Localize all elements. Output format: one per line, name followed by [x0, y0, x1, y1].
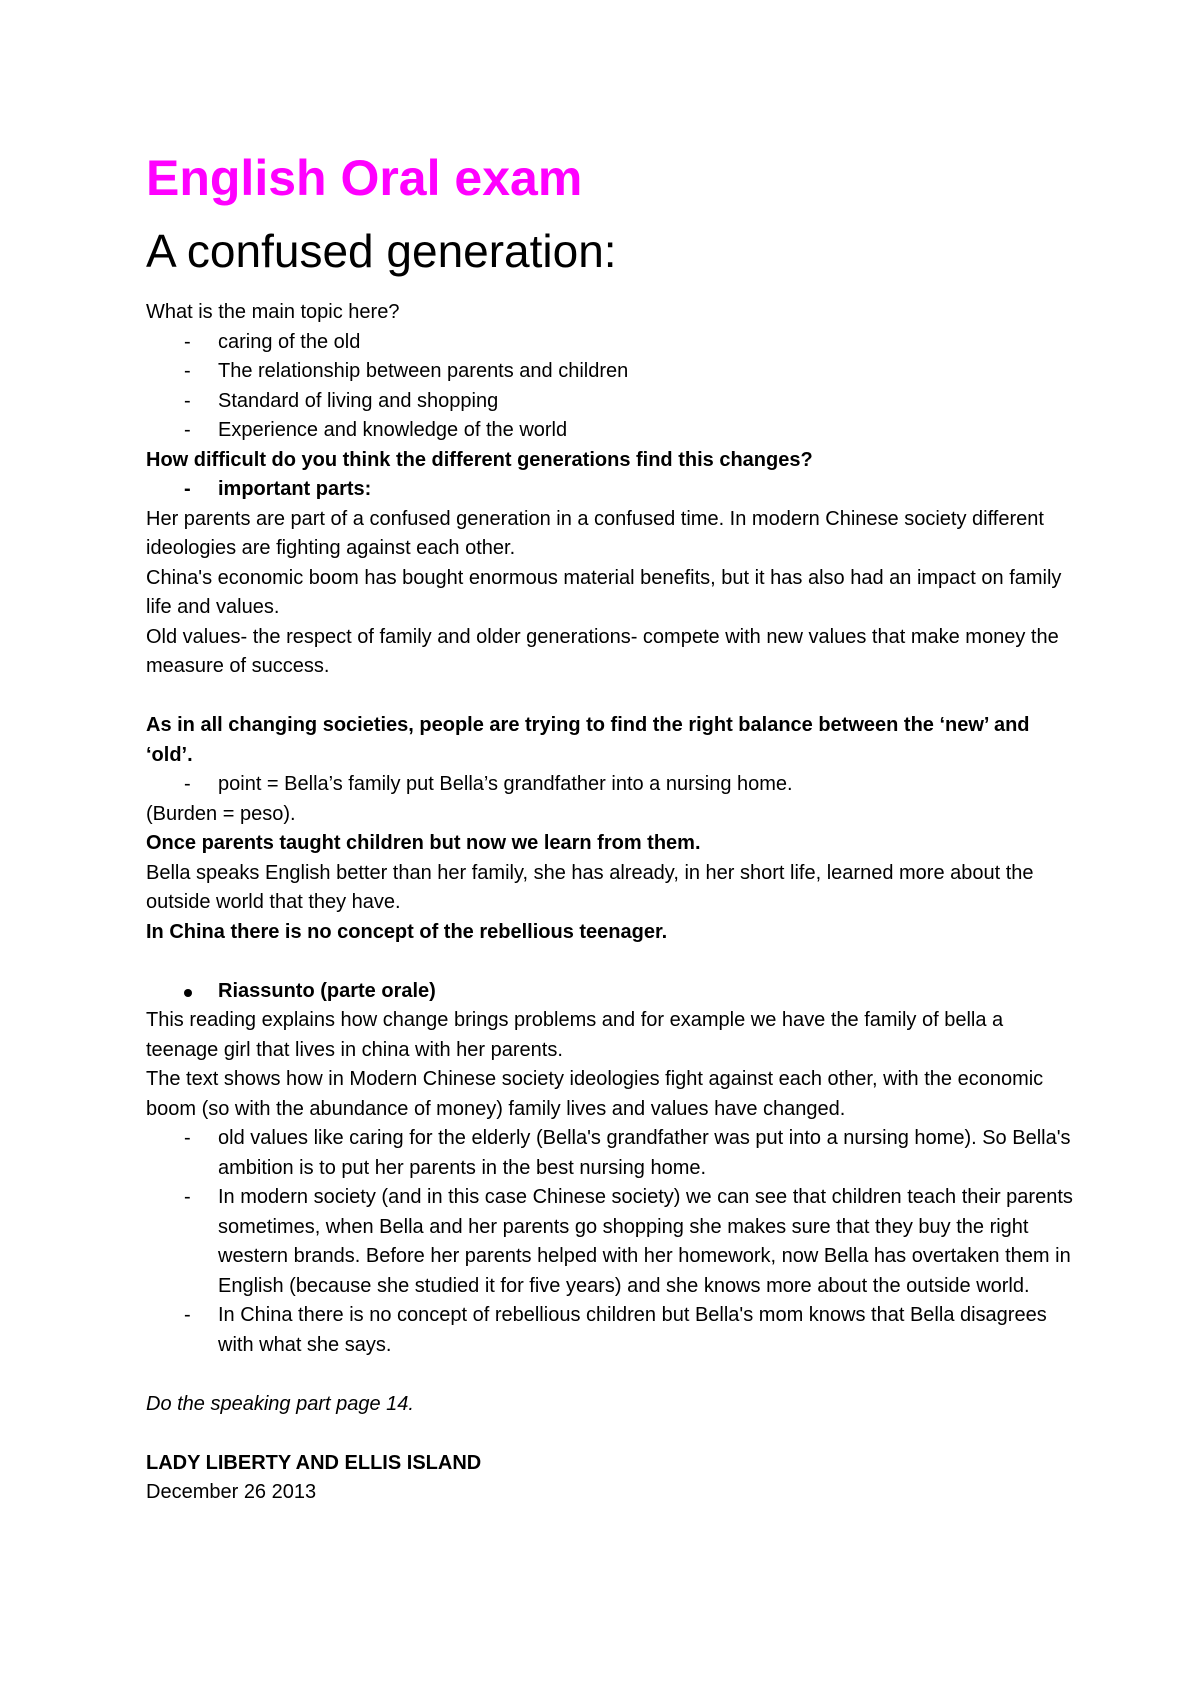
list-item: - Experience and knowledge of the world: [146, 416, 1076, 446]
point-list: [146, 770, 1076, 800]
dash-marker: -: [184, 389, 191, 412]
question-main-topic: What is the main topic here?: [146, 301, 400, 323]
section-title-lady-liberty: LADY LIBERTY AND ELLIS ISLAND: [146, 1451, 482, 1474]
list-item: - point = Bella’s family put Bella’s grandfather into a nursing home.: [146, 770, 1076, 800]
document-subtitle: A confused generation:: [146, 225, 617, 277]
riassunto-list: [146, 1124, 1076, 1360]
list-item: - old values like caring for the elderly (Bella's grandfather was put into a nursing home). So Bella's ambition is to put her parents in the best nursing home.: [146, 1124, 1076, 1183]
dash-marker: -: [184, 419, 191, 441]
dash-marker: -: [184, 478, 191, 500]
riassunto-paragraph-2: The text shows how in Modern Chinese society ideologies fight against each other, with the economic boom (so with the abundance of money) family lives and values have changed.: [146, 1068, 1044, 1120]
dash-marker: -: [184, 1304, 191, 1326]
document-title: English Oral exam: [146, 150, 583, 206]
list-item: - In modern society (and in this case Chinese society) we can see that children teach their parents sometimes, when Bella and her parents go shopping she makes sure that they buy the right western brands. Before her parents helped with her homework, now Bella has overtaken them in English (because she studied it for five years) and she knows more about the outside world.: [146, 1183, 1076, 1301]
dash-marker: -: [184, 330, 191, 353]
document-page: [146, 148, 1076, 1508]
heading-rebellious-teenager: In China there is no concept of the rebellious teenager.: [146, 920, 668, 943]
list-item: - caring of the old: [146, 328, 1076, 358]
dash-marker: -: [184, 773, 191, 795]
document-body: [146, 298, 1076, 1508]
paragraph-confused-generation: Her parents are part of a confused generation in a confused time. In modern Chinese society different ideologies are fighting against each other.: [146, 507, 1044, 559]
dash-marker: -: [184, 1127, 191, 1149]
paragraph-old-values: Old values- the respect of family and older generations- compete with new values that make money the measure of success.: [146, 625, 1059, 677]
heading-balance: As in all changing societies, people are trying to find the right balance between the ‘new’ and ‘old’.: [146, 714, 1030, 766]
spacer: [146, 682, 1076, 712]
list-item: - Standard of living and shopping: [146, 387, 1076, 417]
section-date: December 26 2013: [146, 1481, 317, 1503]
spacer: [146, 1360, 1076, 1390]
speaking-note: Do the speaking part page 14.: [146, 1392, 414, 1415]
burden-note: (Burden = peso).: [146, 802, 296, 825]
bullet-dot-icon: [184, 989, 192, 997]
dash-marker: -: [184, 1186, 191, 1208]
paragraph-economic-boom: China's economic boom has bought enormous material benefits, but it has also had an impact on family life and values.: [146, 566, 1062, 618]
important-parts-list: [146, 475, 1076, 505]
spacer: [146, 1419, 1076, 1449]
heading-parents-taught: Once parents taught children but now we learn from them.: [146, 832, 701, 854]
riassunto-paragraph-1: This reading explains how change brings problems and for example we have the family of bella a teenage girl that lives in china with her parents.: [146, 1009, 1004, 1061]
question-difficulty: How difficult do you think the different generations find this changes?: [146, 448, 813, 471]
list-item: - In China there is no concept of rebellious children but Bella's mom knows that Bella disagrees with what she says.: [146, 1301, 1076, 1360]
dash-marker: -: [184, 360, 191, 382]
spacer: [146, 947, 1076, 977]
riassunto-heading: Riassunto (parte orale): [146, 977, 1076, 1007]
paragraph-bella-english: Bella speaks English better than her family, she has already, in her short life, learned more about the outside world that they have.: [146, 861, 1034, 913]
list-item: - The relationship between parents and children: [146, 357, 1076, 387]
topics-list: [146, 328, 1076, 446]
list-item: - important parts:: [146, 475, 1076, 505]
